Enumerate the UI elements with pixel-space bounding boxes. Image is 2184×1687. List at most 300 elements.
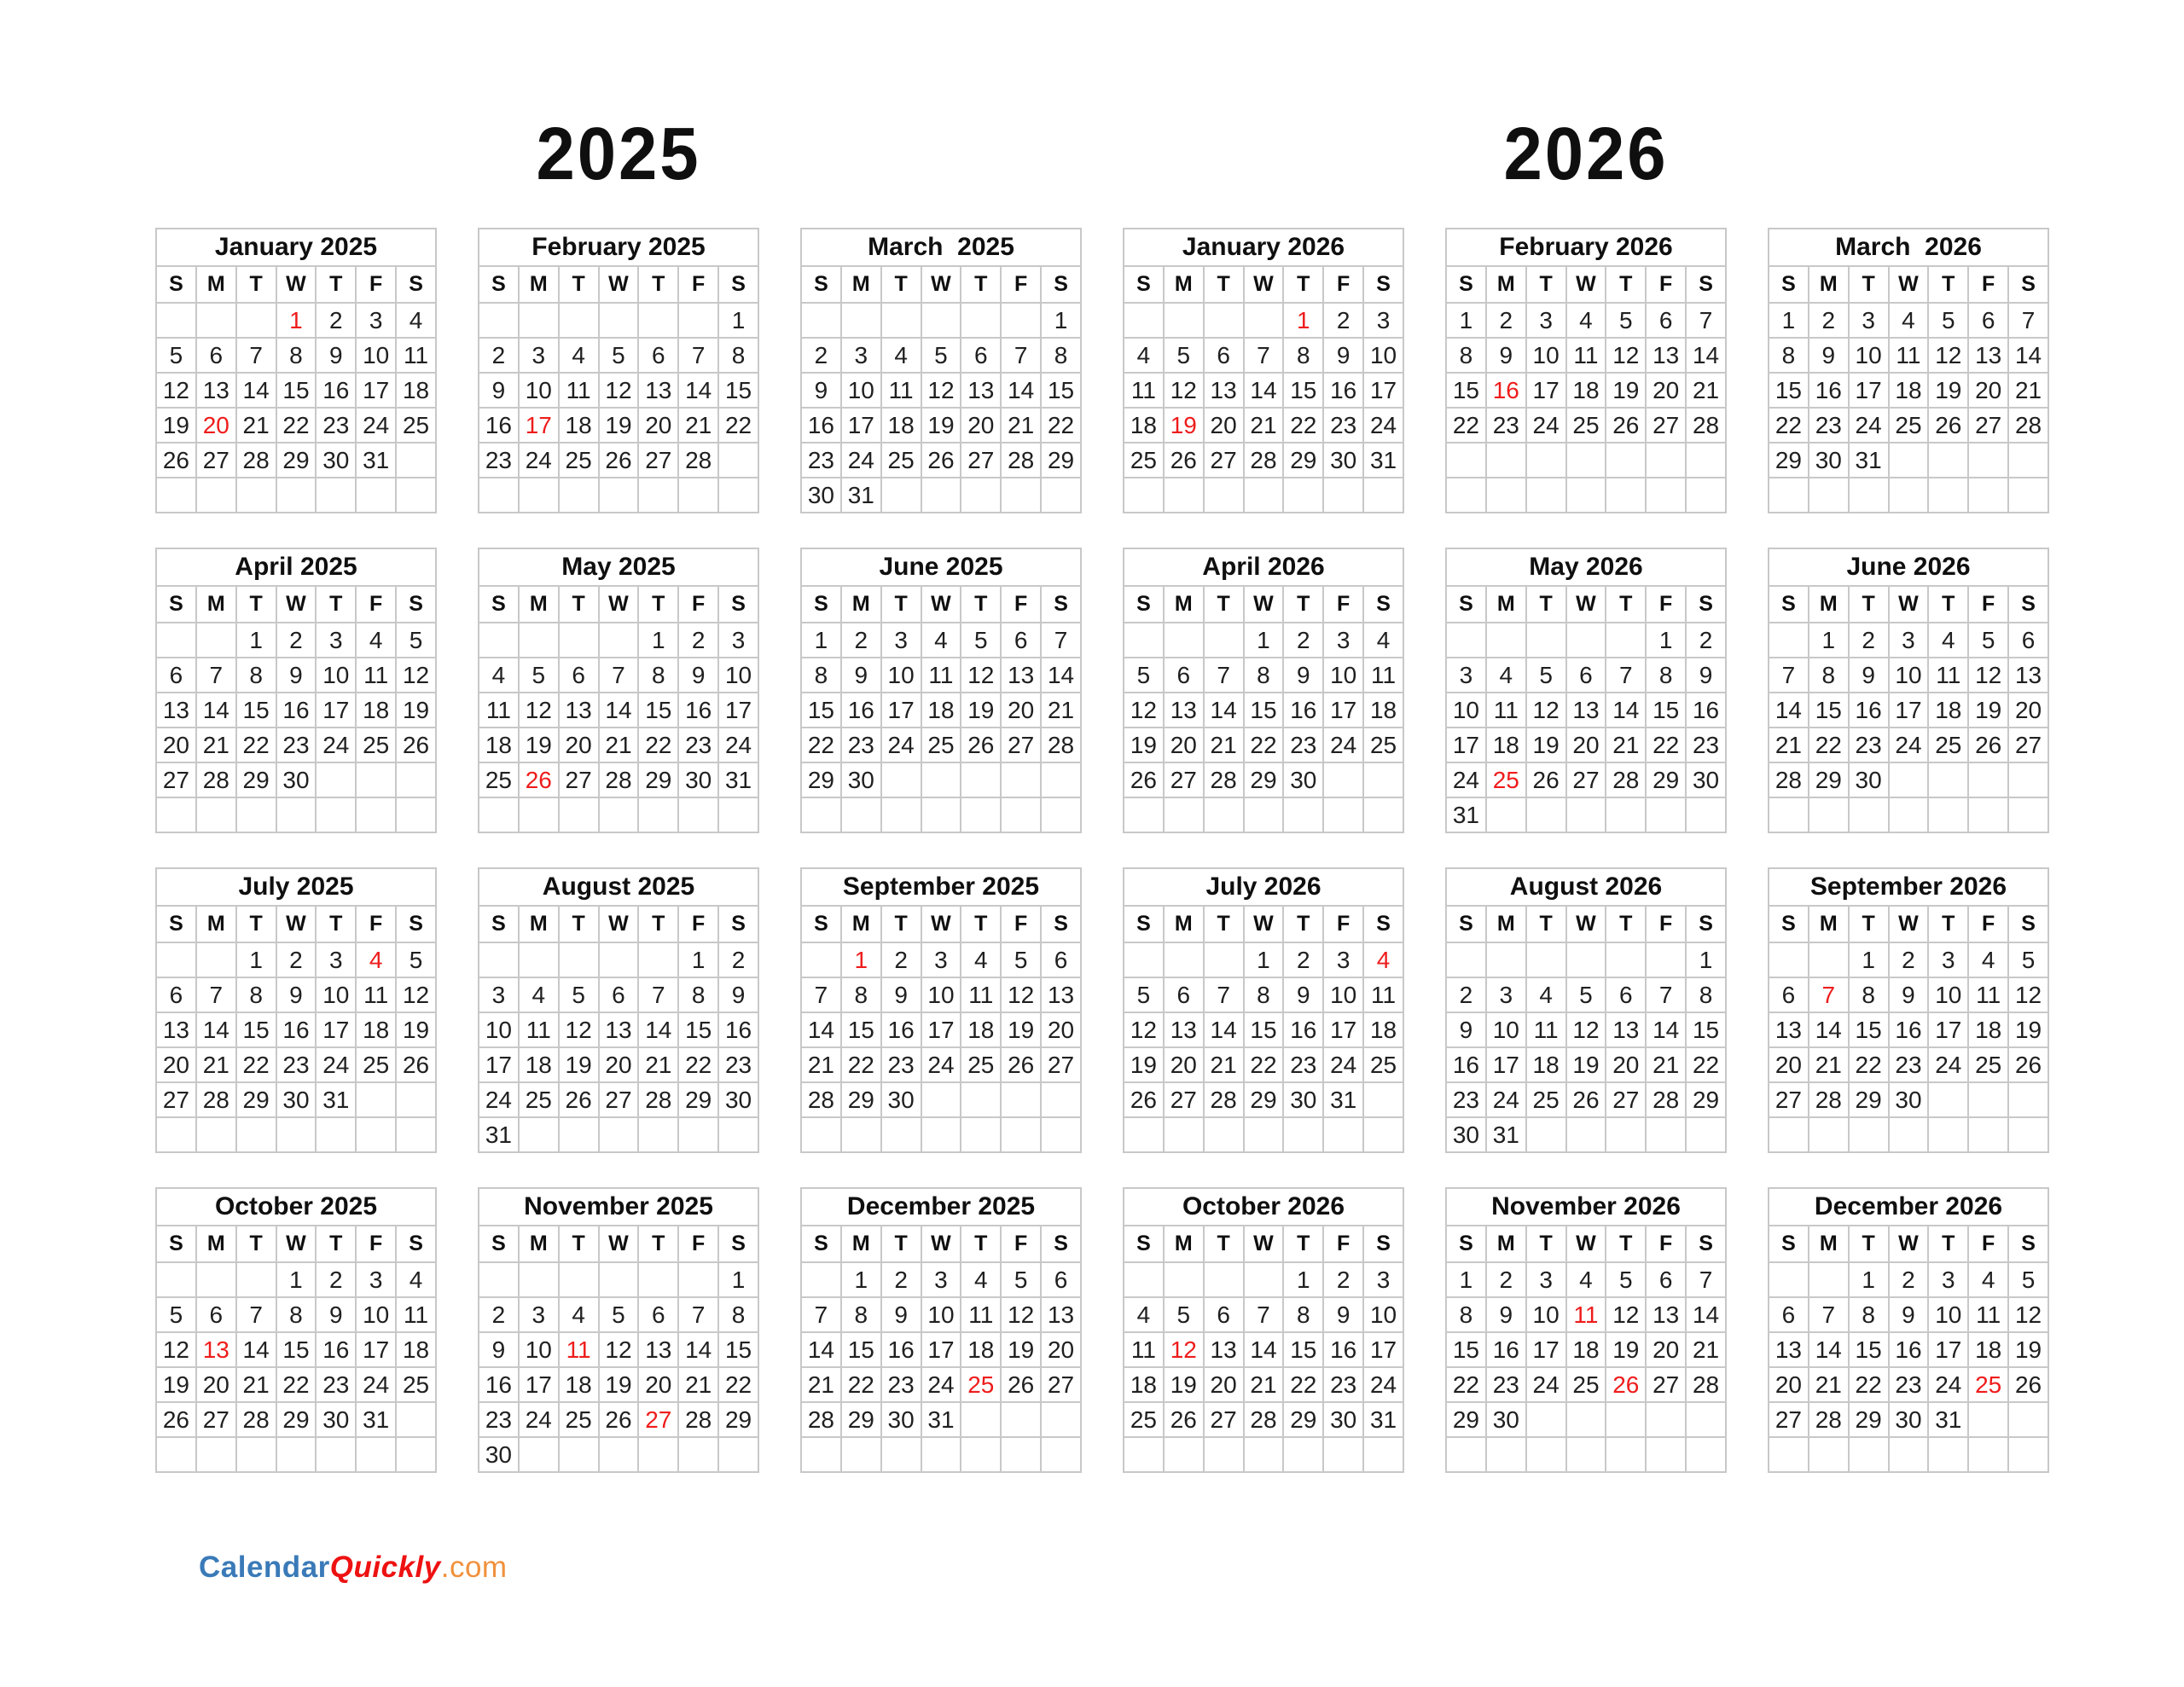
month-table bbox=[155, 1225, 437, 1473]
day-header: M bbox=[519, 266, 559, 303]
week-row bbox=[1124, 977, 1403, 1012]
day-cell: 30 bbox=[1283, 1082, 1323, 1117]
month-table-head bbox=[1769, 586, 2048, 623]
day-cell: 4 bbox=[881, 338, 921, 373]
day-cell bbox=[2008, 1082, 2048, 1117]
day-cell: 24 bbox=[1323, 728, 1363, 762]
day-cell: 15 bbox=[1446, 1332, 1486, 1367]
month-february-2026 bbox=[1445, 228, 1727, 513]
day-header: M bbox=[1164, 266, 1204, 303]
day-cell: 26 bbox=[2008, 1047, 2048, 1082]
day-cell bbox=[1244, 797, 1284, 832]
day-cell bbox=[1323, 762, 1363, 797]
month-may-2025 bbox=[478, 548, 759, 833]
day-cell: 18 bbox=[1526, 1047, 1566, 1082]
day-cell: 21 bbox=[236, 1367, 276, 1402]
day-cell: 7 bbox=[801, 977, 841, 1012]
day-cell bbox=[1646, 797, 1686, 832]
day-cell: 11 bbox=[479, 693, 519, 728]
day-cell: 3 bbox=[1928, 1262, 1968, 1297]
day-cell: 1 bbox=[236, 942, 276, 977]
day-header: T bbox=[236, 906, 276, 942]
week-row bbox=[1124, 1117, 1403, 1152]
day-cell bbox=[1244, 478, 1284, 513]
day-header: T bbox=[1204, 586, 1244, 623]
day-cell: 15 bbox=[1283, 1332, 1323, 1367]
day-cell bbox=[2008, 1402, 2048, 1437]
calendar-2025-group bbox=[155, 228, 1082, 1473]
day-header: T bbox=[1928, 906, 1968, 942]
day-cell: 14 bbox=[196, 1012, 236, 1047]
day-header: W bbox=[1244, 586, 1284, 623]
day-cell: 27 bbox=[1646, 408, 1686, 443]
day-cell: 10 bbox=[1526, 1297, 1566, 1332]
day-cell: 20 bbox=[196, 408, 236, 443]
day-cell: 4 bbox=[961, 1262, 1001, 1297]
month-table-head bbox=[479, 266, 758, 303]
day-cell bbox=[1686, 1117, 1726, 1152]
day-header: F bbox=[1001, 906, 1041, 942]
day-cell bbox=[1486, 1437, 1526, 1472]
day-header: F bbox=[1646, 906, 1686, 942]
day-cell bbox=[1164, 797, 1204, 832]
day-cell: 18 bbox=[1486, 728, 1526, 762]
day-cell: 22 bbox=[276, 408, 317, 443]
day-cell: 11 bbox=[1526, 1012, 1566, 1047]
day-cell: 27 bbox=[1968, 408, 2008, 443]
day-cell bbox=[316, 1117, 356, 1152]
day-cell: 15 bbox=[841, 1332, 881, 1367]
week-row bbox=[1769, 1437, 2048, 1472]
day-cell bbox=[599, 478, 639, 513]
day-cell: 16 bbox=[1486, 1332, 1526, 1367]
day-cell: 23 bbox=[1686, 728, 1726, 762]
day-cell bbox=[678, 797, 718, 832]
day-cell: 10 bbox=[1928, 1297, 1968, 1332]
day-cell: 3 bbox=[1486, 977, 1526, 1012]
day-cell: 25 bbox=[881, 443, 921, 478]
week-row bbox=[1124, 338, 1403, 373]
day-cell bbox=[718, 1437, 758, 1472]
day-header-row bbox=[1446, 266, 1726, 303]
week-row bbox=[801, 942, 1081, 977]
day-cell: 10 bbox=[316, 977, 356, 1012]
day-cell: 13 bbox=[1001, 658, 1041, 693]
day-cell bbox=[156, 303, 196, 338]
day-cell: 26 bbox=[599, 443, 639, 478]
day-cell: 13 bbox=[1769, 1332, 1809, 1367]
day-cell bbox=[921, 478, 961, 513]
day-header: W bbox=[921, 586, 961, 623]
day-cell: 11 bbox=[881, 373, 921, 408]
day-cell: 1 bbox=[276, 1262, 317, 1297]
week-row bbox=[1769, 443, 2048, 478]
day-cell: 25 bbox=[1566, 1367, 1606, 1402]
week-row bbox=[1769, 408, 2048, 443]
month-table-head bbox=[801, 906, 1081, 942]
day-cell: 28 bbox=[801, 1082, 841, 1117]
day-cell: 13 bbox=[1606, 1012, 1646, 1047]
day-cell: 20 bbox=[156, 728, 196, 762]
day-header: T bbox=[1283, 586, 1323, 623]
day-cell bbox=[961, 478, 1001, 513]
week-row bbox=[801, 1047, 1081, 1082]
week-row bbox=[1124, 1402, 1403, 1437]
day-cell: 30 bbox=[881, 1082, 921, 1117]
day-cell: 30 bbox=[1686, 762, 1726, 797]
day-cell: 20 bbox=[2008, 693, 2048, 728]
day-cell bbox=[1606, 1402, 1646, 1437]
day-header-row bbox=[1124, 1226, 1403, 1262]
week-row bbox=[1446, 373, 1726, 408]
day-cell: 26 bbox=[1968, 728, 2008, 762]
day-cell bbox=[519, 942, 559, 977]
week-row bbox=[1124, 728, 1403, 762]
month-table bbox=[1768, 1225, 2049, 1473]
day-cell: 15 bbox=[638, 693, 678, 728]
day-cell: 9 bbox=[316, 1297, 356, 1332]
day-cell: 19 bbox=[1606, 1332, 1646, 1367]
day-cell: 17 bbox=[356, 1332, 396, 1367]
day-cell bbox=[276, 1117, 317, 1152]
day-cell: 23 bbox=[1889, 1367, 1929, 1402]
day-header: F bbox=[1968, 906, 2008, 942]
day-cell: 30 bbox=[1283, 762, 1323, 797]
day-cell: 4 bbox=[1526, 977, 1566, 1012]
month-table-body bbox=[801, 623, 1081, 832]
day-cell bbox=[519, 1262, 559, 1297]
month-table-head bbox=[1446, 586, 1726, 623]
day-header: T bbox=[638, 906, 678, 942]
day-cell: 4 bbox=[1968, 1262, 2008, 1297]
year-title-2026: 2026 bbox=[1503, 112, 1669, 195]
day-header: M bbox=[1164, 586, 1204, 623]
day-header: M bbox=[196, 1226, 236, 1262]
day-header: S bbox=[1686, 266, 1726, 303]
day-cell: 1 bbox=[1849, 1262, 1889, 1297]
day-cell bbox=[1041, 1117, 1081, 1152]
month-title: October 2026 bbox=[1123, 1187, 1404, 1225]
day-header: W bbox=[276, 1226, 317, 1262]
day-header: T bbox=[1928, 1226, 1968, 1262]
day-header: W bbox=[599, 906, 639, 942]
day-cell bbox=[1041, 478, 1081, 513]
week-row bbox=[1124, 478, 1403, 513]
day-cell: 16 bbox=[479, 408, 519, 443]
day-cell: 10 bbox=[1323, 977, 1363, 1012]
day-cell: 27 bbox=[1041, 1047, 1081, 1082]
day-cell: 23 bbox=[1486, 408, 1526, 443]
day-cell bbox=[1124, 623, 1164, 658]
month-table bbox=[800, 1225, 1082, 1473]
day-header-row bbox=[156, 586, 436, 623]
day-cell: 14 bbox=[236, 373, 276, 408]
day-cell: 11 bbox=[559, 1332, 599, 1367]
day-cell: 31 bbox=[1486, 1117, 1526, 1152]
day-header: M bbox=[841, 266, 881, 303]
day-header: F bbox=[1001, 586, 1041, 623]
day-cell: 9 bbox=[1486, 1297, 1526, 1332]
day-cell: 16 bbox=[1323, 1332, 1363, 1367]
day-cell bbox=[1849, 1117, 1889, 1152]
day-cell: 3 bbox=[1526, 303, 1566, 338]
day-cell: 8 bbox=[1809, 658, 1849, 693]
day-cell: 15 bbox=[718, 1332, 758, 1367]
day-cell: 3 bbox=[316, 623, 356, 658]
day-cell: 24 bbox=[356, 1367, 396, 1402]
day-cell: 8 bbox=[1446, 338, 1486, 373]
day-cell bbox=[1446, 478, 1486, 513]
day-cell: 17 bbox=[881, 693, 921, 728]
month-table bbox=[1445, 265, 1727, 513]
day-header: W bbox=[1244, 266, 1284, 303]
month-july-2025 bbox=[155, 867, 437, 1153]
day-header-row bbox=[156, 906, 436, 942]
day-cell: 11 bbox=[559, 373, 599, 408]
day-cell: 3 bbox=[1849, 303, 1889, 338]
day-cell bbox=[396, 1402, 436, 1437]
day-cell: 1 bbox=[276, 303, 317, 338]
day-header: S bbox=[1041, 266, 1081, 303]
day-cell: 28 bbox=[1001, 443, 1041, 478]
day-cell: 9 bbox=[678, 658, 718, 693]
day-cell: 20 bbox=[961, 408, 1001, 443]
day-cell: 9 bbox=[1809, 338, 1849, 373]
day-cell: 17 bbox=[1928, 1332, 1968, 1367]
day-cell bbox=[559, 797, 599, 832]
week-row bbox=[1446, 1402, 1726, 1437]
week-row bbox=[1124, 408, 1403, 443]
day-cell: 5 bbox=[599, 1297, 639, 1332]
day-cell: 14 bbox=[1041, 658, 1081, 693]
day-cell: 23 bbox=[1889, 1047, 1929, 1082]
day-cell: 1 bbox=[1283, 1262, 1323, 1297]
day-cell bbox=[1928, 797, 1968, 832]
day-cell: 26 bbox=[1566, 1082, 1606, 1117]
day-cell: 25 bbox=[479, 762, 519, 797]
day-cell bbox=[1769, 942, 1809, 977]
day-cell: 28 bbox=[1244, 1402, 1284, 1437]
day-header: W bbox=[1889, 906, 1929, 942]
day-cell: 26 bbox=[1164, 443, 1204, 478]
day-cell bbox=[519, 623, 559, 658]
day-cell bbox=[2008, 762, 2048, 797]
day-cell: 5 bbox=[1526, 658, 1566, 693]
week-row bbox=[1124, 1437, 1403, 1472]
week-row bbox=[801, 658, 1081, 693]
day-header: S bbox=[1686, 586, 1726, 623]
day-cell: 3 bbox=[1446, 658, 1486, 693]
month-march-2025 bbox=[800, 228, 1082, 513]
day-cell: 11 bbox=[921, 658, 961, 693]
day-cell: 3 bbox=[1928, 942, 1968, 977]
week-row bbox=[479, 443, 758, 478]
day-cell: 8 bbox=[841, 977, 881, 1012]
month-december-2026 bbox=[1768, 1187, 2049, 1473]
week-row bbox=[1124, 623, 1403, 658]
day-cell: 23 bbox=[678, 728, 718, 762]
day-cell: 19 bbox=[599, 408, 639, 443]
day-cell: 13 bbox=[1164, 693, 1204, 728]
day-cell: 11 bbox=[396, 338, 436, 373]
day-cell: 7 bbox=[1646, 977, 1686, 1012]
day-cell: 29 bbox=[1646, 762, 1686, 797]
day-cell: 23 bbox=[881, 1047, 921, 1082]
day-cell: 4 bbox=[1363, 942, 1403, 977]
day-cell bbox=[276, 797, 317, 832]
day-cell: 15 bbox=[1446, 373, 1486, 408]
day-cell: 8 bbox=[276, 338, 317, 373]
week-row bbox=[1124, 942, 1403, 977]
day-cell: 19 bbox=[1566, 1047, 1606, 1082]
day-header: T bbox=[236, 266, 276, 303]
month-table-head bbox=[1446, 906, 1726, 942]
day-cell: 20 bbox=[1204, 408, 1244, 443]
day-cell: 19 bbox=[2008, 1012, 2048, 1047]
day-cell bbox=[519, 478, 559, 513]
day-cell: 29 bbox=[1849, 1402, 1889, 1437]
day-cell bbox=[2008, 478, 2048, 513]
week-row bbox=[479, 373, 758, 408]
day-cell: 29 bbox=[1809, 762, 1849, 797]
day-header: S bbox=[718, 266, 758, 303]
day-cell: 15 bbox=[276, 373, 317, 408]
day-cell bbox=[921, 797, 961, 832]
day-header-row bbox=[1769, 266, 2048, 303]
week-row bbox=[1769, 1262, 2048, 1297]
day-header: S bbox=[479, 586, 519, 623]
month-april-2026 bbox=[1123, 548, 1404, 833]
week-row bbox=[1769, 762, 2048, 797]
day-cell bbox=[1283, 1117, 1323, 1152]
day-cell bbox=[2008, 797, 2048, 832]
day-header: T bbox=[1283, 266, 1323, 303]
day-cell bbox=[196, 1262, 236, 1297]
day-cell: 29 bbox=[1244, 762, 1284, 797]
month-table bbox=[478, 905, 759, 1153]
day-cell: 31 bbox=[1928, 1402, 1968, 1437]
day-cell: 14 bbox=[599, 693, 639, 728]
day-cell bbox=[196, 1117, 236, 1152]
day-cell: 18 bbox=[396, 1332, 436, 1367]
day-cell: 31 bbox=[1363, 1402, 1403, 1437]
day-cell bbox=[479, 303, 519, 338]
week-row bbox=[1446, 338, 1726, 373]
day-cell bbox=[1889, 1117, 1929, 1152]
day-cell bbox=[1124, 478, 1164, 513]
calendar-2026-group bbox=[1123, 228, 2049, 1473]
day-header: S bbox=[2008, 586, 2048, 623]
day-cell: 21 bbox=[1646, 1047, 1686, 1082]
week-row bbox=[1446, 478, 1726, 513]
day-cell: 9 bbox=[881, 977, 921, 1012]
day-cell: 26 bbox=[1001, 1047, 1041, 1082]
day-cell: 9 bbox=[1686, 658, 1726, 693]
day-cell: 1 bbox=[1446, 303, 1486, 338]
month-table-body bbox=[479, 942, 758, 1152]
day-cell: 30 bbox=[316, 443, 356, 478]
day-cell: 23 bbox=[1446, 1082, 1486, 1117]
site-logo[interactable] bbox=[199, 1551, 508, 1585]
day-cell: 28 bbox=[599, 762, 639, 797]
week-row bbox=[479, 478, 758, 513]
day-cell: 11 bbox=[1566, 1297, 1606, 1332]
week-row bbox=[156, 1402, 436, 1437]
day-cell bbox=[1928, 443, 1968, 478]
day-cell: 30 bbox=[479, 1437, 519, 1472]
day-cell: 22 bbox=[1244, 728, 1284, 762]
day-cell: 8 bbox=[1686, 977, 1726, 1012]
day-cell: 12 bbox=[921, 373, 961, 408]
day-cell: 18 bbox=[921, 693, 961, 728]
day-cell: 13 bbox=[1204, 1332, 1244, 1367]
day-cell: 23 bbox=[1809, 408, 1849, 443]
day-cell: 3 bbox=[1363, 303, 1403, 338]
day-cell: 5 bbox=[396, 623, 436, 658]
week-row bbox=[1769, 977, 2048, 1012]
day-cell: 13 bbox=[1041, 1297, 1081, 1332]
day-cell: 21 bbox=[1244, 1367, 1284, 1402]
day-cell: 28 bbox=[1041, 728, 1081, 762]
day-cell: 4 bbox=[559, 1297, 599, 1332]
day-cell bbox=[801, 303, 841, 338]
day-cell: 7 bbox=[236, 1297, 276, 1332]
week-row bbox=[479, 338, 758, 373]
day-cell: 4 bbox=[1124, 1297, 1164, 1332]
week-row bbox=[1124, 1367, 1403, 1402]
day-cell: 26 bbox=[1526, 762, 1566, 797]
day-cell: 10 bbox=[1889, 658, 1929, 693]
day-cell: 4 bbox=[921, 623, 961, 658]
day-cell bbox=[1809, 1262, 1849, 1297]
day-cell: 25 bbox=[559, 443, 599, 478]
week-row bbox=[801, 338, 1081, 373]
day-header: F bbox=[1001, 1226, 1041, 1262]
day-cell: 25 bbox=[519, 1082, 559, 1117]
day-cell: 7 bbox=[638, 977, 678, 1012]
day-cell: 5 bbox=[2008, 1262, 2048, 1297]
day-cell: 20 bbox=[1769, 1367, 1809, 1402]
day-cell: 26 bbox=[1606, 408, 1646, 443]
day-cell: 27 bbox=[1646, 1367, 1686, 1402]
day-cell: 9 bbox=[1889, 977, 1929, 1012]
week-row bbox=[1446, 942, 1726, 977]
week-row bbox=[1446, 408, 1726, 443]
day-cell: 18 bbox=[881, 408, 921, 443]
day-cell: 2 bbox=[1849, 623, 1889, 658]
day-cell: 4 bbox=[396, 303, 436, 338]
month-table bbox=[478, 265, 759, 513]
day-cell bbox=[1849, 797, 1889, 832]
day-cell: 10 bbox=[519, 1332, 559, 1367]
day-cell: 16 bbox=[841, 693, 881, 728]
day-cell: 21 bbox=[1606, 728, 1646, 762]
day-cell bbox=[1486, 478, 1526, 513]
day-cell: 13 bbox=[1041, 977, 1081, 1012]
day-cell: 8 bbox=[1283, 1297, 1323, 1332]
day-cell: 5 bbox=[396, 942, 436, 977]
day-cell: 16 bbox=[881, 1012, 921, 1047]
day-cell: 20 bbox=[1968, 373, 2008, 408]
day-cell: 7 bbox=[1686, 303, 1726, 338]
day-cell: 27 bbox=[196, 1402, 236, 1437]
day-cell: 11 bbox=[1566, 338, 1606, 373]
day-cell: 14 bbox=[1686, 1297, 1726, 1332]
day-cell bbox=[1928, 762, 1968, 797]
day-cell bbox=[1204, 797, 1244, 832]
day-cell: 12 bbox=[2008, 977, 2048, 1012]
day-cell: 4 bbox=[356, 623, 396, 658]
